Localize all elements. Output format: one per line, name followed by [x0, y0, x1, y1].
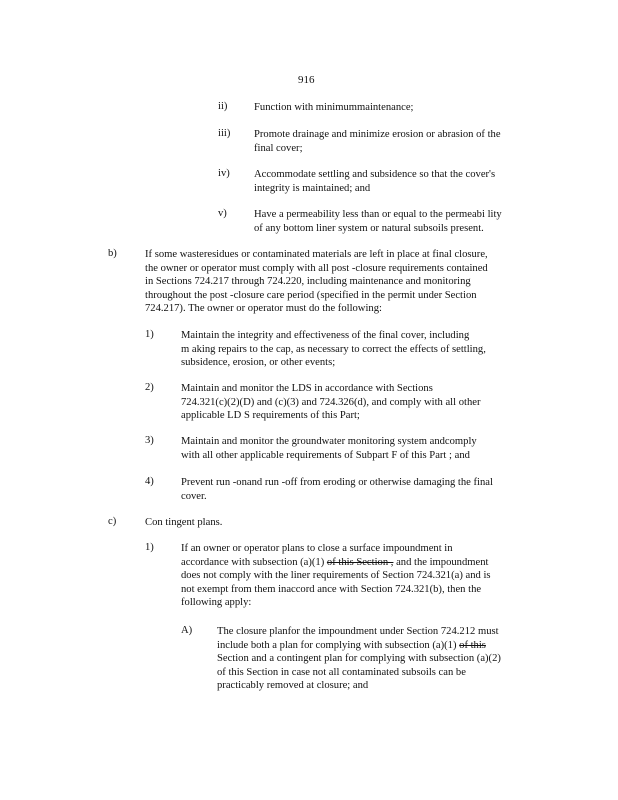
section-label: b)	[108, 248, 117, 259]
section-title: Con tingent plans.	[145, 517, 223, 528]
item-text	[181, 435, 526, 462]
item-label: v)	[218, 208, 227, 219]
text-line: If some wasteresidues or contaminated materials are left in place at final closure,	[145, 249, 488, 260]
text-line	[217, 639, 534, 653]
struck-text: of this Section ,	[326, 556, 394, 568]
item-text	[181, 542, 526, 610]
text-line: 724.321(c)(2)(D) and (c)(3) and 724.326(d), and comply with all other	[181, 396, 481, 408]
text-line: Maintain the integrity and effectiveness of the final cover, including	[181, 330, 470, 341]
section-label: c)	[108, 516, 117, 527]
item-label: 4)	[145, 476, 154, 487]
text-segment: and a contingent plan for complying with subsection (a)(2)	[251, 653, 501, 665]
text-line: 724.217). The owner or operator must do the following:	[145, 303, 382, 315]
text-line: of this Section in case not all contaminated subsoils can be	[217, 666, 466, 678]
text-line: m aking repairs to the cap, as necessary to correct the effects of settling,	[181, 343, 486, 355]
item-label: 3)	[145, 435, 154, 446]
text-line: Function with minimummaintenance;	[254, 102, 414, 113]
text-line	[217, 652, 534, 666]
text-segment: and the impoundment	[396, 556, 489, 568]
text-line: subsidence, erosion, or other events;	[181, 357, 336, 369]
item-text	[181, 476, 526, 503]
text-line: If an owner or operator plans to close a surface impoundment in	[181, 543, 453, 554]
item-label: A)	[181, 625, 193, 636]
text-line: of any bottom liner system or natural subsoils present.	[254, 222, 484, 234]
text-line: Maintain and monitor the LDS in accordance with Sections	[181, 383, 433, 394]
section-text	[145, 248, 525, 316]
text-line: Maintain and monitor the groundwater monitoring system andcomply	[181, 436, 477, 447]
item-label: ii)	[218, 101, 228, 112]
page-number: 916	[298, 74, 315, 86]
item-label: iii)	[218, 128, 231, 139]
text-line: the owner or operator must comply with all post -closure requirements contained	[145, 262, 488, 274]
item-label: 2)	[145, 382, 154, 393]
text-line: Have a permeability less than or equal to the permeabi lity	[254, 209, 502, 220]
text-line: The closure planfor the impoundment under Section 724.212 must	[217, 626, 499, 637]
text-line: throughout the post -closure care period (specified in the permit under Section	[145, 289, 477, 301]
item-text	[254, 208, 533, 235]
item-label: 1)	[145, 329, 154, 340]
text-line: final cover;	[254, 142, 303, 154]
text-segment: accordance with subsection (a)(1)	[181, 556, 325, 568]
item-text	[181, 329, 526, 370]
text-line: Accommodate settling and subsidence so that the cover's	[254, 169, 496, 180]
text-line: with all other applicable requirements of Subpart F of this Part ; and	[181, 449, 470, 461]
text-line: following apply:	[181, 597, 252, 609]
text-line	[181, 556, 526, 570]
text-line: does not comply with the liner requirements of Section 724.321(a) and is	[181, 570, 491, 582]
item-text	[181, 382, 526, 423]
text-line: not exempt from them inaccord ance with Section 724.321(b), then the	[181, 583, 482, 595]
text-line: integrity is maintained; and	[254, 182, 371, 194]
item-label: 1)	[145, 542, 154, 553]
item-text	[217, 625, 534, 693]
text-line: applicable LD S requirements of this Part;	[181, 410, 360, 422]
item-text	[254, 128, 533, 155]
text-segment: include both a plan for complying with subsection (a)(1)	[217, 639, 457, 651]
text-line: practicably removed at closure; and	[217, 680, 369, 692]
item-text	[254, 101, 533, 115]
item-text	[254, 168, 533, 195]
text-segment: Section	[217, 653, 249, 665]
text-line: Promote drainage and minimize erosion or abrasion of the	[254, 129, 501, 140]
text-line: Prevent run -onand run -off from eroding or otherwise damaging the final	[181, 477, 493, 488]
text-line: cover.	[181, 490, 207, 502]
struck-text: of this	[459, 639, 486, 651]
text-line: in Sections 724.217 through 724.220, including maintenance and monitoring	[145, 276, 471, 288]
item-label: iv)	[218, 168, 230, 179]
